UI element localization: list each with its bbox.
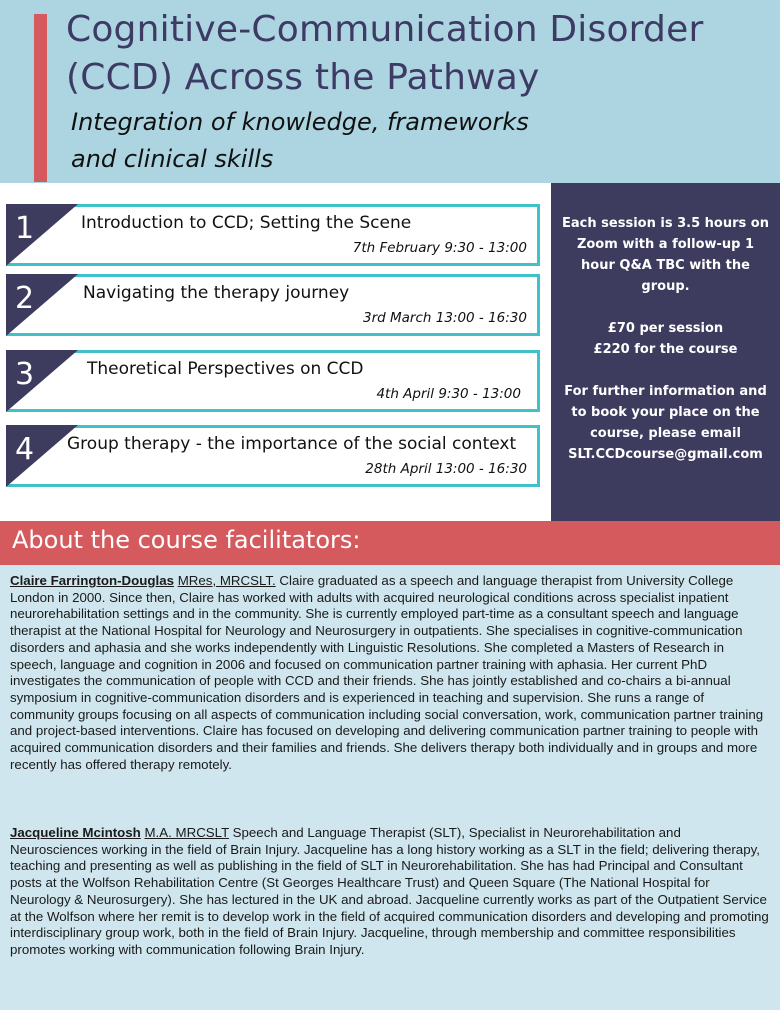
- booking-info-text: For further information and to book your place on the course, please email: [564, 384, 767, 441]
- accent-bar: [34, 14, 47, 182]
- price-full-course: £220 for the course: [593, 342, 738, 357]
- subtitle-line-1: Integration of knowledge, frameworks: [71, 108, 529, 136]
- session-title: Theoretical Perspectives on CCD: [87, 359, 364, 379]
- subtitle-line-2: and clinical skills: [71, 145, 274, 173]
- facilitator-bio-1: [10, 573, 770, 773]
- session-title: Navigating the therapy journey: [83, 283, 350, 303]
- facilitator-bio-2: [10, 825, 770, 959]
- page-title: [66, 6, 766, 102]
- about-heading: About the course facilitators:: [12, 526, 361, 554]
- session-card-2: [6, 274, 540, 336]
- session-card-4: [6, 425, 540, 487]
- title-line-2: (CCD) Across the Pathway: [66, 57, 540, 98]
- title-line-1: Cognitive-Communication Disorder: [66, 9, 704, 50]
- facilitator-bio-text: Speech and Language Therapist (SLT), Specialist in Neurorehabilitation and Neurosciences working in the field of Brain Injury. Jacqueline has a long history working as a SLT in the field; delivering therapy, teaching and presenting as well as publishing in the field of SLT in Neurorehabilitation. She has had Principal and Consultant posts at the Wolfson Rehabilitation Centre (St Georges Healthcare Trust) and Queen Square (The National Hospital for Neurology & Neurosurgery). She has lectured in the UK and abroad. Jacqueline currently works as part of the Outpatient Service at the Wolfson where her remit is to develop work in the field of acquired communication disorders and developing and promoting interdisciplinary group work, both in the field of Brain Injury. Jacqueline, through membership and committee responsibilities promotes working with communication following Brain Injury.: [10, 825, 769, 957]
- session-number: 3: [15, 357, 35, 392]
- facilitator-credentials: MRes, MRCSLT.: [177, 573, 276, 588]
- session-number: 4: [15, 432, 35, 467]
- contact-email[interactable]: SLT.CCDcourse@gmail.com: [568, 447, 763, 462]
- facilitator-name: Claire Farrington-Douglas: [10, 573, 175, 588]
- session-title: Introduction to CCD; Setting the Scene: [81, 213, 412, 233]
- course-info-panel: [551, 183, 780, 521]
- session-date: 3rd March 13:00 - 16:30: [362, 310, 527, 326]
- page-subtitle: [71, 104, 671, 178]
- sessions-list: [0, 183, 551, 521]
- facilitator-bio-text: Claire graduated as a speech and language therapist from University College London in 2000. Since then, Claire has worked with adults with acquired neurological conditions across specialist inpatient neurorehabilitation settings and in the community. She is currently employed part-time as a consultant speech and language therapist at the National Hospital for Neurology and Neurosurgery in outpatients. She specialises in cognitive-communication disorders and aphasia and she works independently with Linguistic Resolutions. She completed a Masters of Research in speech, language and cognition in 2006 and focused on communication partner training with aphasia. Her current PhD investigates the communication of people with CCD and their friends. She has jointly established and co-chairs a bi-annual symposium in cognitive-communication disorders and is experienced in teaching and supervision. She runs a range of community groups focusing on all aspects of communication including social conversation, work, communication partner training and project-based interventions. Claire has focused on developing and delivering communication partner training to people with acquired communication disorders and their families and friends. She delivers therapy both individually and in groups and more recently has offered therapy remotely.: [10, 573, 764, 772]
- session-number: 2: [15, 281, 35, 316]
- session-number: 1: [15, 211, 35, 246]
- session-card-3: [6, 350, 540, 412]
- session-card-1: [6, 204, 540, 266]
- price-per-session: £70 per session: [607, 321, 724, 336]
- header: [0, 0, 780, 183]
- about-facilitators-banner: [0, 521, 780, 565]
- facilitator-name: Jacqueline Mcintosh: [10, 825, 141, 840]
- session-duration-text: Each session is 3.5 hours on Zoom with a follow-up 1 hour Q&A TBC with the group.: [562, 216, 769, 294]
- session-date: 28th April 13:00 - 16:30: [365, 461, 527, 477]
- session-date: 4th April 9:30 - 13:00: [376, 386, 521, 402]
- session-title: Group therapy - the importance of the social context: [67, 434, 517, 454]
- facilitator-credentials: M.A. MRCSLT: [144, 825, 229, 840]
- session-date: 7th February 9:30 - 13:00: [352, 240, 527, 256]
